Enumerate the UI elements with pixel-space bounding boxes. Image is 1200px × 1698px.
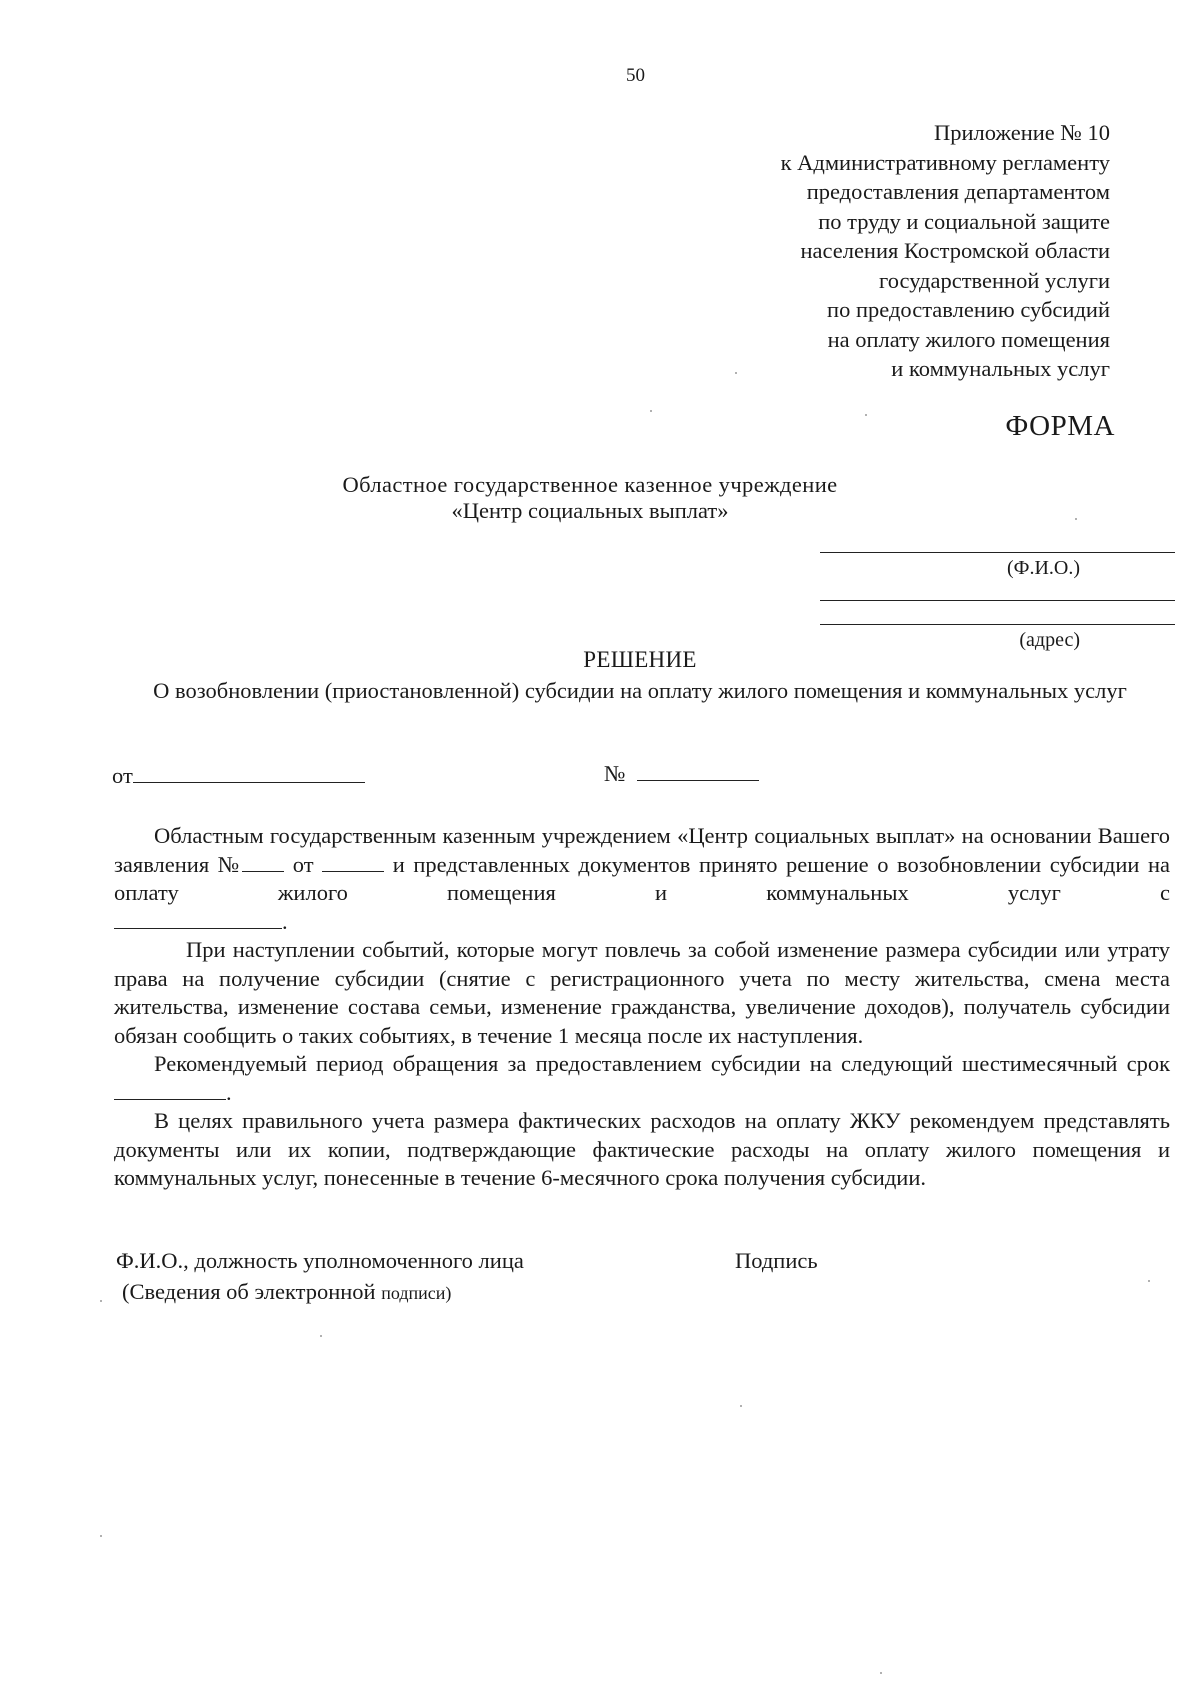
p1-text-c: и представленных документов принято решение о возобновлении субсидии на оплату жилого помещения и коммунальных услуг с xyxy=(114,851,1171,905)
appendix-line: населения Костромской области xyxy=(800,238,1110,263)
appendix-line: на оплату жилого помещения xyxy=(827,326,1110,352)
esign-text-small: подписи) xyxy=(381,1283,452,1303)
p3-end: . xyxy=(226,1079,232,1105)
scan-speck xyxy=(650,410,652,412)
date-prefix: от xyxy=(112,763,133,788)
electronic-signature-note xyxy=(122,1281,451,1304)
fio-field-line[interactable] xyxy=(820,552,1175,553)
address-caption: (адрес) xyxy=(1019,629,1080,651)
decision-subject: О возобновлении (приостановленной) субсидии на оплату жилого помещения и коммунальных услуг xyxy=(153,678,1127,703)
appendix-header xyxy=(781,118,1110,384)
page-number: 50 xyxy=(626,65,645,86)
body-paragraph-1-end xyxy=(114,908,1170,937)
body-paragraph-1 xyxy=(114,822,1170,908)
body-paragraph-4: В целях правильного учета размера фактических расходов на оплату ЖКУ рекомендуем представлять документы или их копии, подтверждающие фактические расходы на оплату жилого помещения и коммунальных услуг, понесенные в течение 6-месячного срока получения субсидии. xyxy=(114,1108,1170,1190)
scan-speck xyxy=(740,1405,742,1407)
signature-label: Подпись xyxy=(735,1248,818,1273)
p1-text-a: Областным государственным казенным учреждением «Центр социальных выплат» на основании Вашего заявления № xyxy=(114,823,1170,877)
appendix-line: государственной услуги xyxy=(879,267,1110,293)
p3-text: Рекомендуемый период обращения за предоставлением субсидии на следующий шестимесячный срок xyxy=(154,1051,1170,1076)
application-date-field[interactable] xyxy=(322,853,384,872)
address-field-line-1[interactable] xyxy=(820,600,1175,601)
esign-text: (Сведения об электронной xyxy=(122,1279,376,1304)
scan-speck xyxy=(880,1672,882,1674)
scan-speck xyxy=(100,1300,102,1302)
number-prefix: № xyxy=(604,761,626,786)
organization-short-name: «Центр социальных выплат» xyxy=(451,498,729,523)
decision-title: РЕШЕНИЕ xyxy=(583,647,697,672)
decision-number-field[interactable] xyxy=(637,762,759,781)
fio-caption: (Ф.И.О.) xyxy=(1006,557,1080,579)
scan-speck xyxy=(735,372,737,374)
decision-date xyxy=(112,764,365,788)
scan-speck xyxy=(320,1335,322,1337)
application-number-field[interactable] xyxy=(242,853,284,872)
body-paragraph-3 xyxy=(114,1050,1170,1107)
appendix-line: по труду и социальной защите xyxy=(818,208,1110,234)
decision-number xyxy=(604,762,759,786)
resume-date-field[interactable] xyxy=(114,910,282,929)
signatory-label: Ф.И.О., должность уполномоченного лица xyxy=(116,1248,524,1273)
scan-speck xyxy=(1148,1280,1150,1282)
form-label: ФОРМА xyxy=(1005,410,1115,442)
scan-speck xyxy=(100,1535,102,1537)
p1-text-b: от xyxy=(292,851,314,877)
decision-body xyxy=(114,822,1170,1193)
appendix-line: к Административному регламенту xyxy=(780,149,1110,175)
appendix-line: по предоставлению субсидий xyxy=(827,297,1110,322)
p1-end: . xyxy=(282,908,288,934)
organization-name: Областное государственное казенное учреждение xyxy=(342,472,838,497)
decision-date-field[interactable] xyxy=(133,764,365,783)
scan-speck xyxy=(1075,518,1077,520)
appendix-line: предоставления департаментом xyxy=(806,179,1110,204)
appendix-line: и коммунальных услуг xyxy=(891,356,1110,381)
address-field-line-2[interactable] xyxy=(820,624,1175,625)
scan-speck xyxy=(865,414,867,416)
next-period-field[interactable] xyxy=(114,1081,226,1100)
body-paragraph-2: При наступлении событий, которые могут повлечь за собой изменение размера субсидии или утрату права на получение субсидии (снятие с регистрационного учета по месту жительства, смена места жительства, изменение состава семьи, изменение гражданства, увеличение доходов), получатель субсидии обязан сообщить о таких событиях, в течение 1 месяца после их наступления. xyxy=(114,937,1170,1048)
appendix-line: Приложение № 10 xyxy=(934,120,1110,145)
